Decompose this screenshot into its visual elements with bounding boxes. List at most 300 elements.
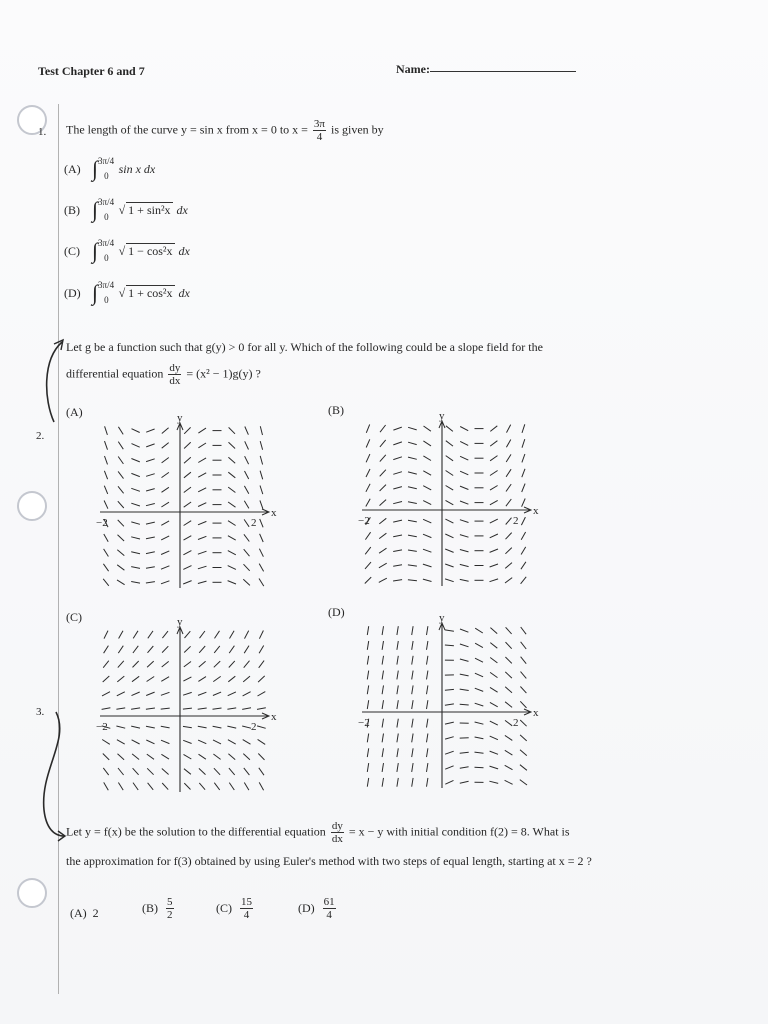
slope-segment xyxy=(104,534,108,542)
slope-segment xyxy=(118,501,124,508)
slope-segment xyxy=(423,501,431,505)
slope-segment xyxy=(214,783,219,790)
slope-segment xyxy=(199,768,206,774)
slope-field-a xyxy=(90,412,280,592)
slope-segment xyxy=(213,726,222,728)
slope-segment xyxy=(228,581,236,584)
slope-segment xyxy=(366,469,370,477)
fraction-denominator: 4 xyxy=(243,909,250,921)
slope-segment xyxy=(260,441,262,450)
slope-segment xyxy=(460,674,469,676)
slope-segment xyxy=(521,517,525,525)
slope-segment xyxy=(105,426,108,435)
slope-segment xyxy=(198,428,206,433)
slope-segment xyxy=(198,488,206,492)
slope-segment xyxy=(244,549,250,556)
x-axis-label: x xyxy=(533,505,539,517)
slope-segment xyxy=(258,692,266,696)
slope-segment xyxy=(184,536,192,540)
slope-segment xyxy=(427,778,428,787)
slope-segment xyxy=(520,687,526,694)
slope-segment xyxy=(393,535,402,537)
slope-segment xyxy=(118,754,125,760)
slope-segment xyxy=(490,643,497,649)
slope-segment xyxy=(131,522,140,524)
slope-segment xyxy=(162,443,169,449)
slope-segment xyxy=(146,474,155,477)
slope-segment xyxy=(162,783,168,790)
slope-segment xyxy=(184,427,190,433)
slope-segment xyxy=(243,692,251,696)
integral-upper-limit: 3π/4 xyxy=(98,156,115,166)
question-3-answer-d xyxy=(298,896,338,921)
slope-segment xyxy=(229,768,235,775)
slope-segment xyxy=(118,783,123,791)
slope-segment xyxy=(146,522,155,524)
slope-segment xyxy=(228,521,236,526)
slope-segment xyxy=(412,700,413,709)
slope-segment xyxy=(460,471,468,475)
slope-segment xyxy=(146,567,155,569)
slope-segment xyxy=(147,768,153,774)
sqrt-icon: √ xyxy=(118,285,126,300)
slope-segment xyxy=(521,532,525,540)
slope-segment xyxy=(213,676,220,681)
slope-segment xyxy=(213,740,221,744)
slope-segment xyxy=(366,454,370,462)
slope-segment xyxy=(244,501,249,509)
slope-segment xyxy=(213,708,222,709)
slope-segment xyxy=(146,740,154,744)
slope-segment xyxy=(445,579,454,582)
slope-segment xyxy=(393,502,402,504)
slope-segment xyxy=(521,642,527,649)
slope-segment xyxy=(460,659,469,661)
slope-segment xyxy=(184,442,191,448)
slope-segment xyxy=(460,704,469,705)
tick-label-pos-2: 2 xyxy=(513,717,519,729)
slope-segment xyxy=(148,631,153,638)
slope-segment xyxy=(131,537,140,539)
slope-segment xyxy=(408,580,417,581)
slope-segment xyxy=(215,631,220,639)
slope-segment xyxy=(445,766,453,769)
slope-segment xyxy=(489,781,498,783)
question-1-choice-d xyxy=(64,282,190,304)
slope-segment xyxy=(506,469,511,477)
tick-label-neg-2: −2 xyxy=(358,515,370,527)
slope-segment xyxy=(382,641,383,650)
handwritten-bracket-mark xyxy=(30,700,70,850)
integral-icon: ∫ xyxy=(92,280,99,305)
slope-segment xyxy=(427,763,428,772)
slope-segment xyxy=(382,656,383,665)
slope-segment xyxy=(183,581,191,584)
integral-upper-limit: 3π/4 xyxy=(98,197,115,207)
slope-segment xyxy=(146,429,154,432)
slope-segment xyxy=(397,671,398,680)
slope-segment xyxy=(460,486,468,489)
slope-segment xyxy=(198,473,206,477)
question-3-number: 3. xyxy=(36,706,45,718)
slope-segment xyxy=(506,484,511,491)
slope-segment xyxy=(520,720,526,726)
slope-segment xyxy=(380,500,387,506)
slope-segment xyxy=(118,646,123,653)
slope-segment xyxy=(199,783,205,790)
slope-segment xyxy=(146,537,155,539)
slope-segment xyxy=(382,734,383,743)
question-1-text-after: is given by xyxy=(330,122,384,137)
slope-segment xyxy=(132,429,140,433)
answer-label: (C) xyxy=(216,901,232,915)
slope-segment xyxy=(229,783,234,790)
slope-segment xyxy=(490,702,498,706)
slope-segment xyxy=(118,457,123,464)
slope-segment xyxy=(423,534,431,537)
slope-segment xyxy=(475,628,483,633)
slope-segment xyxy=(367,748,368,757)
slope-segment xyxy=(505,780,513,784)
slope-segment xyxy=(133,768,139,775)
slope-segment xyxy=(412,685,413,694)
slope-segment xyxy=(445,704,454,705)
name-label: Name: xyxy=(396,62,430,76)
slope-segment xyxy=(131,459,139,462)
slope-segment xyxy=(198,708,207,709)
slope-segment xyxy=(162,472,169,477)
slope-segment xyxy=(198,536,206,539)
slope-segment xyxy=(423,579,432,581)
slope-segment xyxy=(198,566,207,569)
slope-segment xyxy=(445,645,454,646)
slope-segment xyxy=(162,428,169,434)
slope-segment xyxy=(133,631,138,639)
slope-segment xyxy=(117,676,124,682)
slope-segment xyxy=(228,566,236,570)
slope-segment xyxy=(367,734,368,743)
slope-segment xyxy=(460,579,469,581)
slope-segment xyxy=(397,778,398,787)
slope-segment xyxy=(102,708,111,710)
slope-segment xyxy=(118,471,123,478)
slope-segment xyxy=(460,564,469,566)
slope-segment xyxy=(475,703,484,706)
slope-segment xyxy=(446,471,454,476)
slope-segment xyxy=(244,564,250,571)
slope-segment xyxy=(460,629,468,632)
slope-segment xyxy=(382,778,383,787)
slope-segment xyxy=(198,581,207,583)
fraction-numerator: dy xyxy=(331,820,343,832)
fraction-numerator: 3π xyxy=(313,118,325,130)
slope-segment xyxy=(105,441,108,450)
slope-segment xyxy=(367,671,368,680)
slope-segment xyxy=(445,751,454,754)
slope-segment xyxy=(412,671,413,680)
slope-segment xyxy=(162,661,169,667)
slope-segment xyxy=(245,441,249,449)
slope-segment xyxy=(104,471,107,479)
slope-segment xyxy=(423,519,431,523)
slope-segment xyxy=(228,740,236,744)
slope-segment xyxy=(505,750,513,755)
slope-segment xyxy=(427,700,428,709)
slope-segment xyxy=(117,550,124,556)
slope-segment xyxy=(412,626,413,635)
slope-segment xyxy=(103,579,109,586)
slope-segment xyxy=(131,726,140,728)
integral-lower-limit: 0 xyxy=(104,253,109,263)
slope-segment xyxy=(446,486,454,491)
integrand: 1 + cos²x xyxy=(128,286,173,300)
slope-segment xyxy=(460,689,469,690)
slope-segment xyxy=(412,763,413,772)
fraction-denominator: dx xyxy=(169,375,181,387)
slope-segment xyxy=(365,547,371,554)
fraction-denominator: 4 xyxy=(326,909,332,921)
slope-segment xyxy=(412,734,413,743)
slope-segment xyxy=(445,534,453,538)
slope-segment xyxy=(131,552,140,554)
question-3-text-before: Let y = f(x) be the solution to the differential equation xyxy=(66,824,326,839)
slope-segment xyxy=(490,456,497,461)
choice-label: (C) xyxy=(64,243,80,258)
slope-segment xyxy=(445,549,453,552)
slope-segment xyxy=(184,502,191,507)
fraction-numerator: 61 xyxy=(323,896,335,908)
slope-segment xyxy=(397,641,398,650)
y-axis-label: y xyxy=(439,612,445,624)
slope-segment xyxy=(505,702,512,708)
question-1-choice-a xyxy=(64,158,155,180)
slope-segment xyxy=(505,720,512,725)
fraction-denominator: 4 xyxy=(316,131,323,143)
slope-segment xyxy=(184,662,191,667)
question-2-text-line-2 xyxy=(66,362,261,387)
slope-segment xyxy=(397,700,398,709)
slope-segment xyxy=(183,551,191,555)
slope-segment xyxy=(259,549,263,557)
slope-segment xyxy=(133,646,138,653)
slope-field-b xyxy=(352,410,542,590)
slope-segment xyxy=(229,661,235,668)
slope-segment xyxy=(505,672,512,678)
slope-segment xyxy=(103,564,108,571)
slope-segment xyxy=(242,726,251,728)
slope-segment xyxy=(227,726,236,728)
slope-segment xyxy=(243,754,250,760)
slope-segment xyxy=(119,631,123,639)
slope-segment xyxy=(183,708,192,709)
slope-segment xyxy=(148,783,154,790)
slope-segment xyxy=(162,487,169,492)
differential: dx xyxy=(178,243,190,258)
slope-segment xyxy=(408,487,417,489)
slope-segment xyxy=(104,782,109,790)
slope-segment xyxy=(146,459,155,462)
slope-field-d xyxy=(352,612,542,792)
slope-segment xyxy=(184,769,191,775)
slope-segment xyxy=(490,534,498,538)
slope-segment xyxy=(382,763,383,772)
slope-segment xyxy=(116,708,125,709)
slope-segment xyxy=(475,643,483,647)
integral-icon: ∫ xyxy=(92,238,99,263)
question-1-number: 1. xyxy=(38,126,47,138)
slope-segment xyxy=(445,737,454,739)
tick-label-neg-2: −2 xyxy=(96,517,108,529)
binder-hole xyxy=(17,878,47,908)
panel-b-label: (B) xyxy=(328,403,344,417)
tick-label-pos-2: 2 xyxy=(251,721,257,733)
slope-segment xyxy=(521,657,527,664)
choice-label: (B) xyxy=(64,202,80,217)
slope-segment xyxy=(103,754,109,760)
slope-segment xyxy=(214,768,220,775)
slope-segment xyxy=(104,501,108,509)
slope-segment xyxy=(382,671,383,680)
slope-segment xyxy=(198,740,206,744)
slope-segment xyxy=(258,754,264,760)
slope-segment xyxy=(117,580,125,585)
slope-segment xyxy=(427,719,428,728)
slope-segment xyxy=(446,456,453,461)
slope-segment xyxy=(242,708,251,710)
slope-segment xyxy=(393,565,402,566)
slope-segment xyxy=(423,441,431,446)
slope-segment xyxy=(380,485,386,491)
slope-segment xyxy=(460,550,469,552)
slope-segment xyxy=(148,646,154,653)
slope-segment xyxy=(505,563,512,569)
slope-segment xyxy=(228,472,235,478)
sqrt-icon: √ xyxy=(118,243,126,258)
question-1-text-before: The length of the curve y = sin x from x = 0 to x = xyxy=(66,122,308,137)
slope-segment xyxy=(490,564,498,567)
slope-segment xyxy=(366,439,370,447)
slope-segment xyxy=(228,457,235,463)
integral-upper-limit: 3π/4 xyxy=(98,280,115,290)
slope-segment xyxy=(366,484,370,492)
slope-segment xyxy=(505,578,512,583)
slope-segment xyxy=(475,673,483,677)
slope-segment xyxy=(102,740,110,745)
slope-segment xyxy=(117,692,125,696)
slope-segment xyxy=(423,549,431,552)
slope-segment xyxy=(147,754,154,759)
slope-segment xyxy=(393,550,402,552)
slope-segment xyxy=(490,441,497,446)
slope-segment xyxy=(408,427,417,430)
slope-segment xyxy=(445,722,454,724)
panel-c-label: (C) xyxy=(66,610,82,624)
slope-segment xyxy=(490,579,499,582)
slope-segment xyxy=(133,783,138,790)
question-3-answer-c xyxy=(216,896,255,921)
question-3-answer-b xyxy=(142,896,176,921)
slope-segment xyxy=(146,552,155,554)
slope-segment xyxy=(245,631,249,639)
slope-segment xyxy=(161,581,169,584)
fraction-denominator: 2 xyxy=(167,909,173,921)
question-1-choice-c xyxy=(64,240,190,262)
slope-segment xyxy=(505,687,512,693)
slope-segment xyxy=(490,658,497,663)
slope-segment xyxy=(379,518,386,524)
slope-segment xyxy=(379,548,386,553)
slope-segment xyxy=(380,455,386,462)
integral-upper-limit: 3π/4 xyxy=(98,238,115,248)
slope-segment xyxy=(412,748,413,757)
slope-segment xyxy=(397,763,398,772)
slope-segment xyxy=(184,754,192,759)
slope-segment xyxy=(244,768,250,775)
slope-segment xyxy=(520,701,526,708)
slope-segment xyxy=(408,502,417,504)
slope-segment xyxy=(366,424,369,432)
tick-label-neg-2: −2 xyxy=(358,717,370,729)
slope-segment xyxy=(507,425,511,433)
slope-segment xyxy=(198,443,206,448)
slope-segment xyxy=(366,499,370,507)
slope-segment xyxy=(229,442,236,448)
slope-segment xyxy=(259,631,263,639)
slope-segment xyxy=(506,627,512,634)
slope-segment xyxy=(260,456,262,465)
slope-segment xyxy=(445,519,453,523)
question-2-text-before: differential equation xyxy=(66,366,164,381)
slope-segment xyxy=(490,687,498,692)
slope-segment xyxy=(146,692,154,695)
slope-segment xyxy=(184,472,191,478)
slope-segment xyxy=(475,688,483,691)
slope-segment xyxy=(427,734,428,743)
slope-segment xyxy=(393,580,402,581)
slope-segment xyxy=(198,521,206,524)
slope-segment xyxy=(505,765,513,769)
slope-segment xyxy=(382,626,383,635)
integrand: sin x dx xyxy=(118,161,156,176)
slope-segment xyxy=(245,471,249,479)
slope-segment xyxy=(259,782,263,790)
slope-segment xyxy=(183,692,192,695)
answer-value: 2 xyxy=(92,906,99,920)
slope-segment xyxy=(104,549,109,557)
slope-segment xyxy=(245,427,249,435)
slope-segment xyxy=(199,661,206,667)
name-line xyxy=(430,71,576,72)
slope-segment xyxy=(260,534,264,542)
slope-segment xyxy=(460,752,469,753)
x-axis-label: x xyxy=(533,707,539,719)
slope-segment xyxy=(146,504,155,506)
question-1-choice-b xyxy=(64,199,188,221)
slope-segment xyxy=(365,577,371,583)
slope-segment xyxy=(118,442,123,450)
slope-segment xyxy=(424,426,431,431)
slope-segment xyxy=(423,471,431,475)
slope-segment xyxy=(184,487,191,492)
slope-segment xyxy=(408,565,417,566)
slope-segment xyxy=(244,534,249,541)
slope-segment xyxy=(521,672,527,679)
slope-segment xyxy=(427,626,428,635)
slope-segment xyxy=(423,486,431,490)
integrand: 1 − cos²x xyxy=(128,244,173,258)
tick-label-neg-2: −2 xyxy=(96,721,108,733)
slope-segment xyxy=(244,519,249,526)
